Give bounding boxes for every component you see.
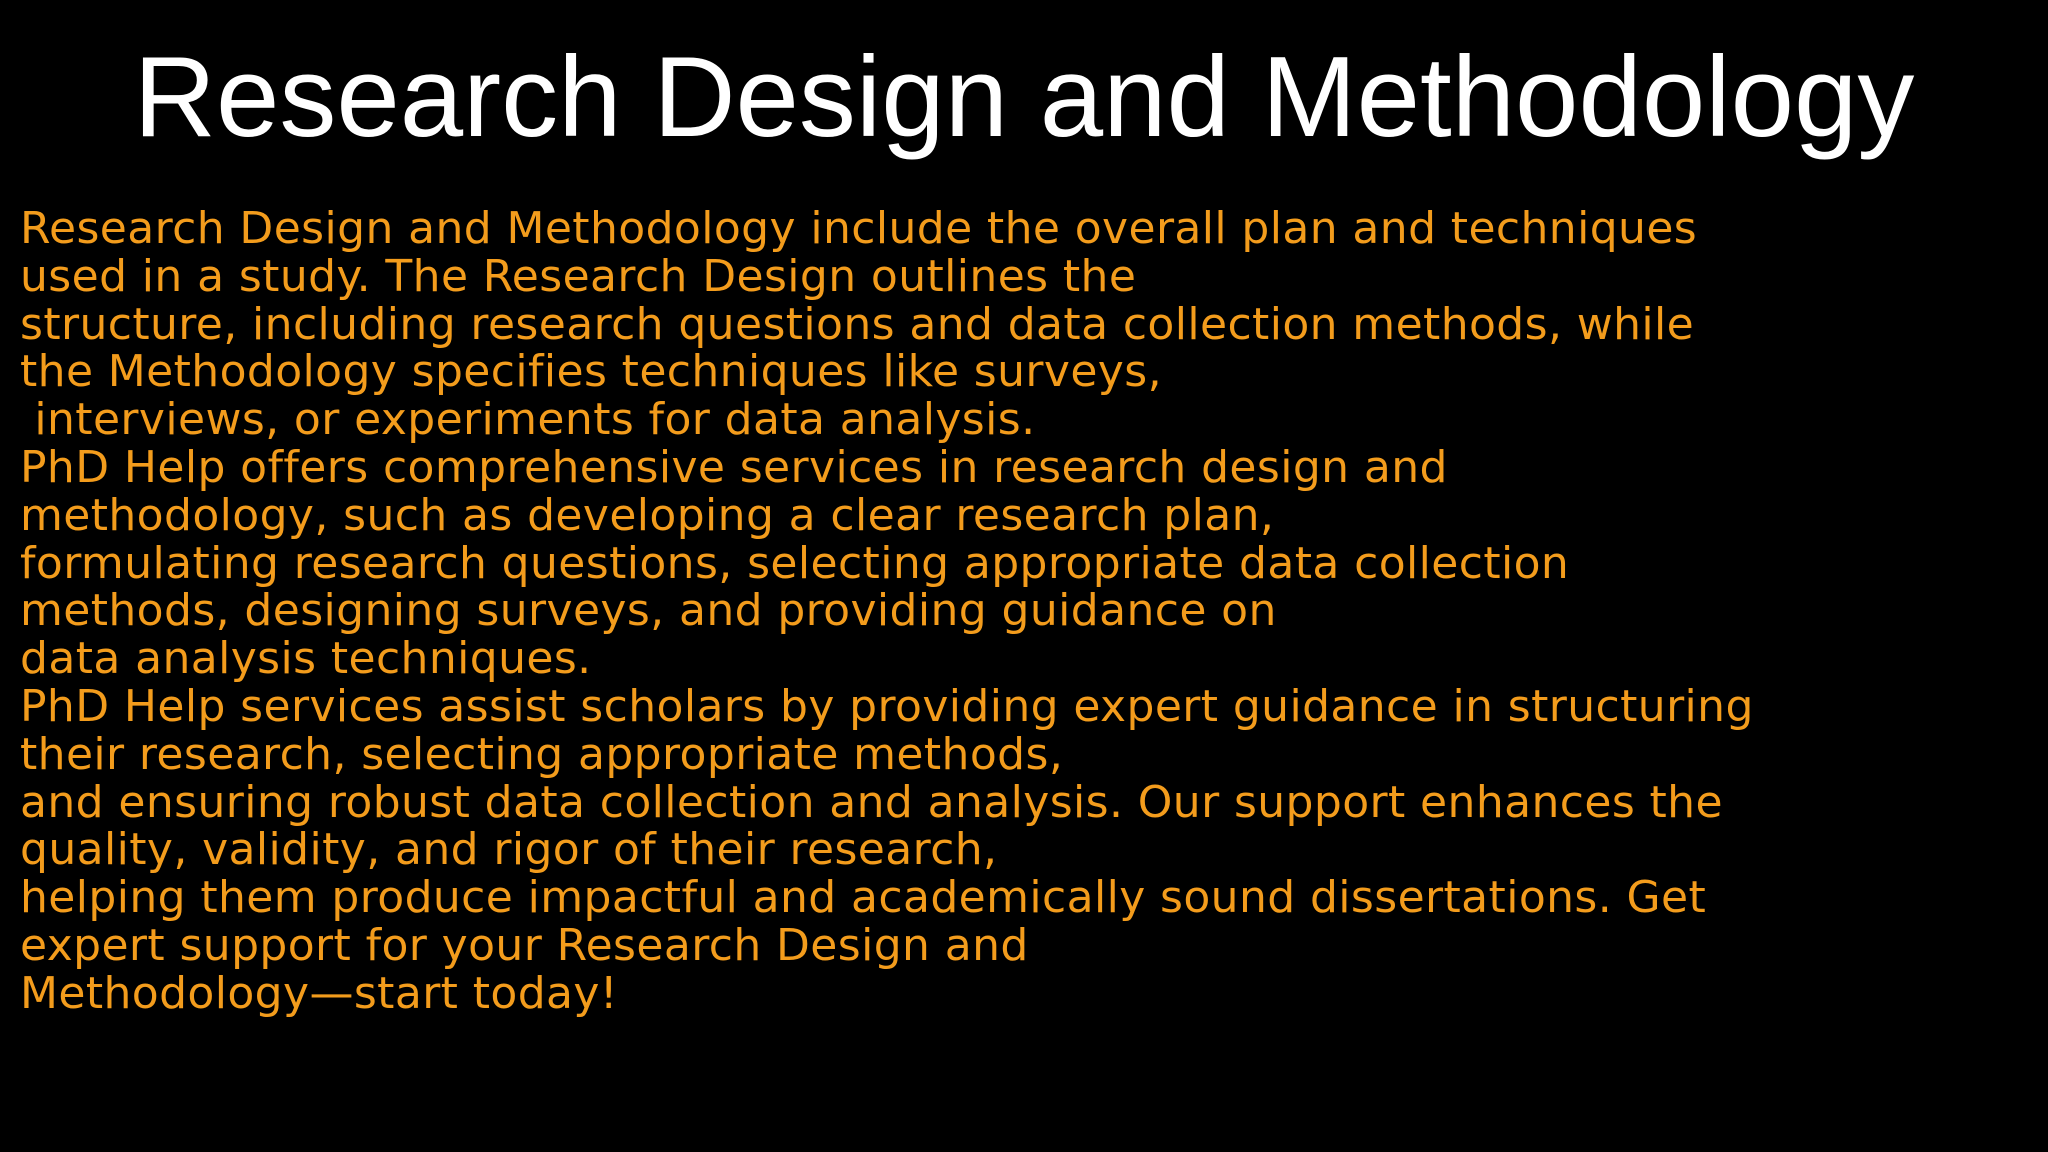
body-line: used in a study. The Research Design outlines the [20,250,1137,302]
body-line: Methodology—start today! [20,967,618,1019]
body-line: Research Design and Methodology include the overall plan and techniques [20,203,1698,254]
body-line: helping them produce impactful and academically sound dissertations. Get [20,872,1707,924]
body-line: methodology, such as developing a clear research plan, [20,489,1275,541]
slide-body [20,205,2040,1018]
body-line: PhD Help services assist scholars by providing expert guidance in structuring [20,680,1754,732]
body-line: PhD Help offers comprehensive services in research design and [20,441,1448,493]
body-line: structure, including research questions and data collection methods, while [20,298,1695,350]
body-line: formulating research questions, selecting appropriate data collection [20,537,1570,589]
body-line: methods, designing surveys, and providing guidance on [20,585,1277,637]
body-line: and ensuring robust data collection and analysis. Our support enhances the [20,776,1723,828]
body-line: the Methodology specifies techniques like surveys, [20,346,1162,398]
slide-title: Research Design and Methodology [133,34,1915,161]
body-line: interviews, or experiments for data analysis. [20,394,1036,446]
body-line: data analysis techniques. [20,633,592,685]
body-line: quality, validity, and rigor of their research, [20,824,998,876]
body-line: expert support for your Research Design and [20,919,1029,971]
body-line: their research, selecting appropriate methods, [20,728,1064,780]
